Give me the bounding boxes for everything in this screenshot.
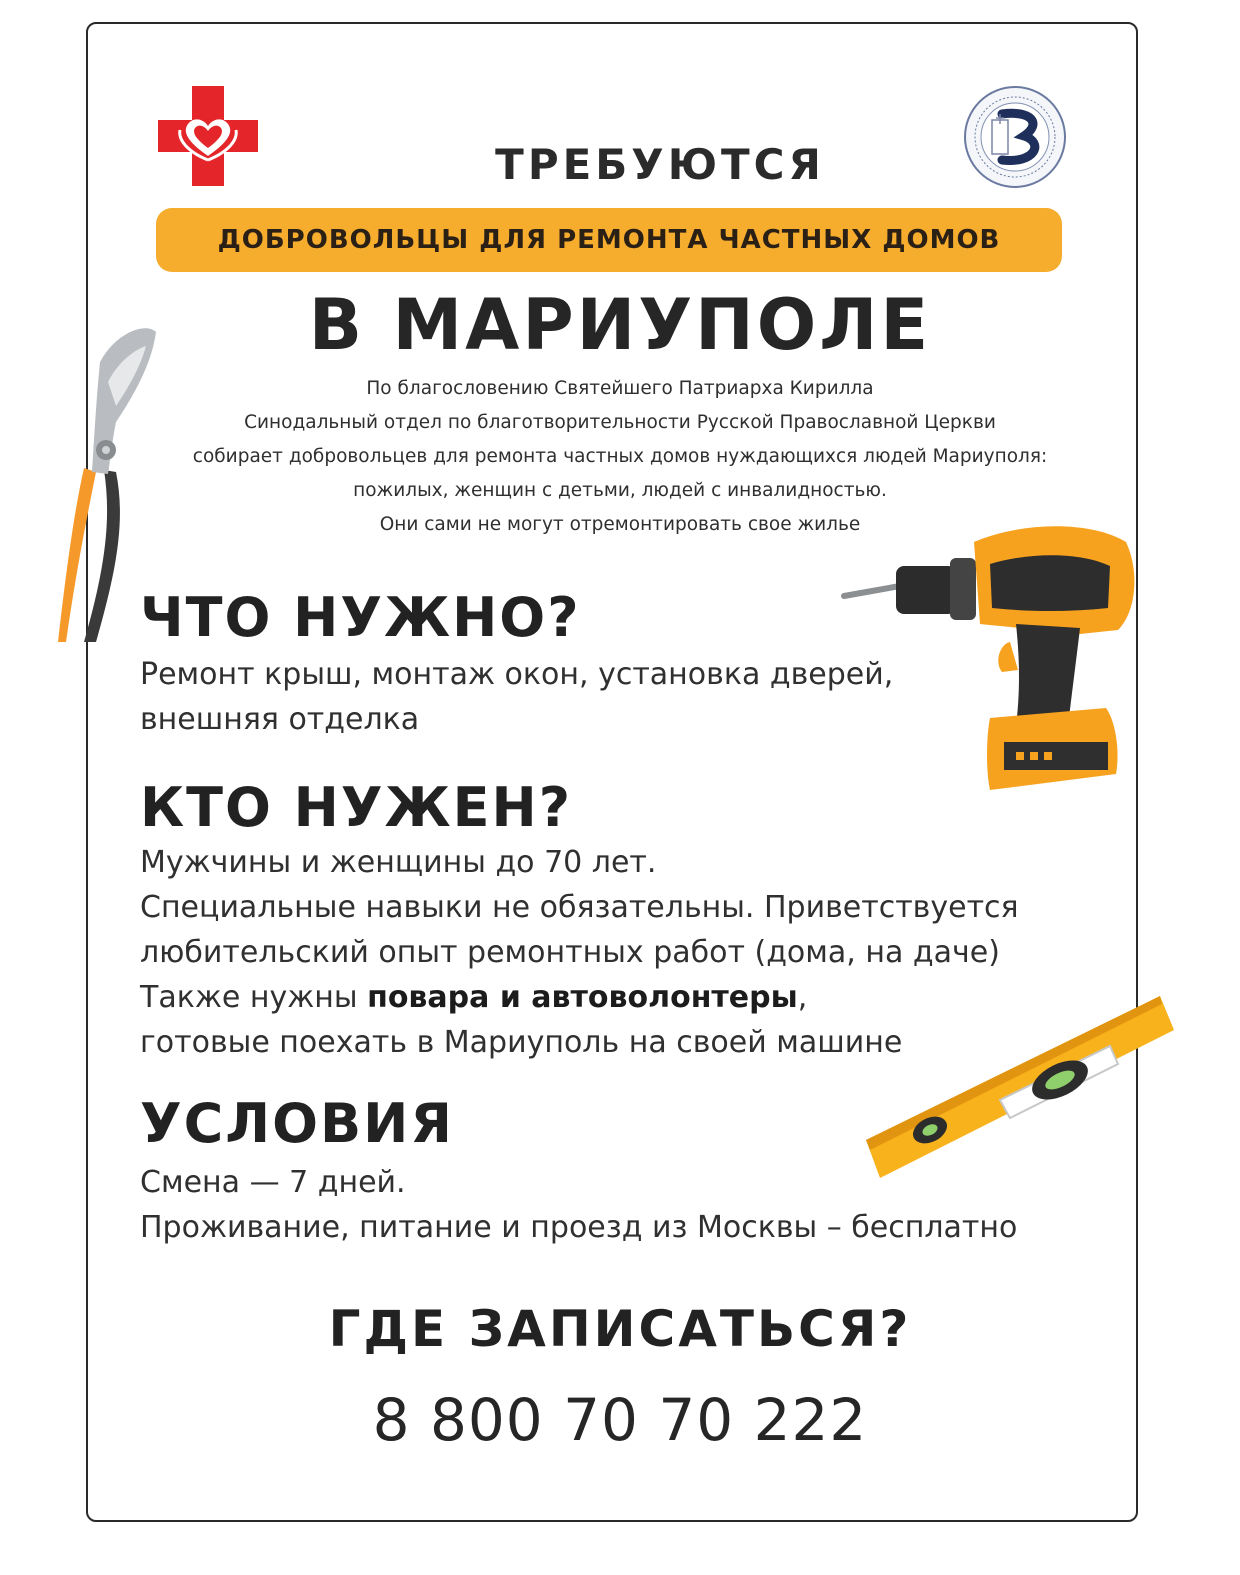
conditions-heading: УСЛОВИЯ [140,1092,454,1155]
who-line [140,975,1019,1020]
page-title: ТРЕБУЮТСЯ [495,140,825,189]
intro-line: пожилых, женщин с детьми, людей с инвалидностью. [353,480,887,501]
who-line: любительский опыт ремонтных работ (дома, на даче) [140,935,1000,970]
headline-banner [156,208,1062,272]
banner-text: ДОБРОВОЛЬЦЫ ДЛЯ РЕМОНТА ЧАСТНЫХ ДОМОВ [217,225,1001,255]
phone-number[interactable]: 8 800 70 70 222 [372,1386,868,1454]
intro-line: собирает добровольцев для ремонта частных домов нуждающихся людей Мариуполя: [192,446,1048,467]
who-line: готовые поехать в Мариуполь на своей машине [140,1025,903,1060]
conditions-line: Проживание, питание и проезд из Москвы – бесплатно [140,1210,1018,1245]
city-heading: В МАРИУПОЛЕ [308,284,932,366]
who-line-bold: повара и автоволонтеры [367,980,798,1015]
intro-line: По благословению Святейшего Патриарха Кирилла [366,378,874,399]
who-text [140,840,1019,1065]
conditions-text [140,1160,1017,1250]
who-line-prefix: Также нужны [140,980,368,1015]
what-line: внешняя отделка [140,702,420,737]
who-heading: КТО НУЖЕН? [140,776,573,839]
what-line: Ремонт крыш, монтаж окон, установка дверей, [140,657,894,692]
who-line: Специальные навыки не обязательны. Приветствуется [140,890,1019,925]
intro-line: Синодальный отдел по благотворительности Русской Православной Церкви [244,412,996,433]
intro-line: Они сами не могут отремонтировать свое жилье [379,514,861,535]
who-line-suffix: , [797,980,808,1015]
what-text [140,652,893,742]
conditions-line: Смена — 7 дней. [140,1165,406,1200]
register-heading: ГДЕ ЗАПИСАТЬСЯ? [328,1300,912,1358]
who-line: Мужчины и женщины до 70 лет. [140,845,657,880]
what-heading: ЧТО НУЖНО? [140,586,581,649]
